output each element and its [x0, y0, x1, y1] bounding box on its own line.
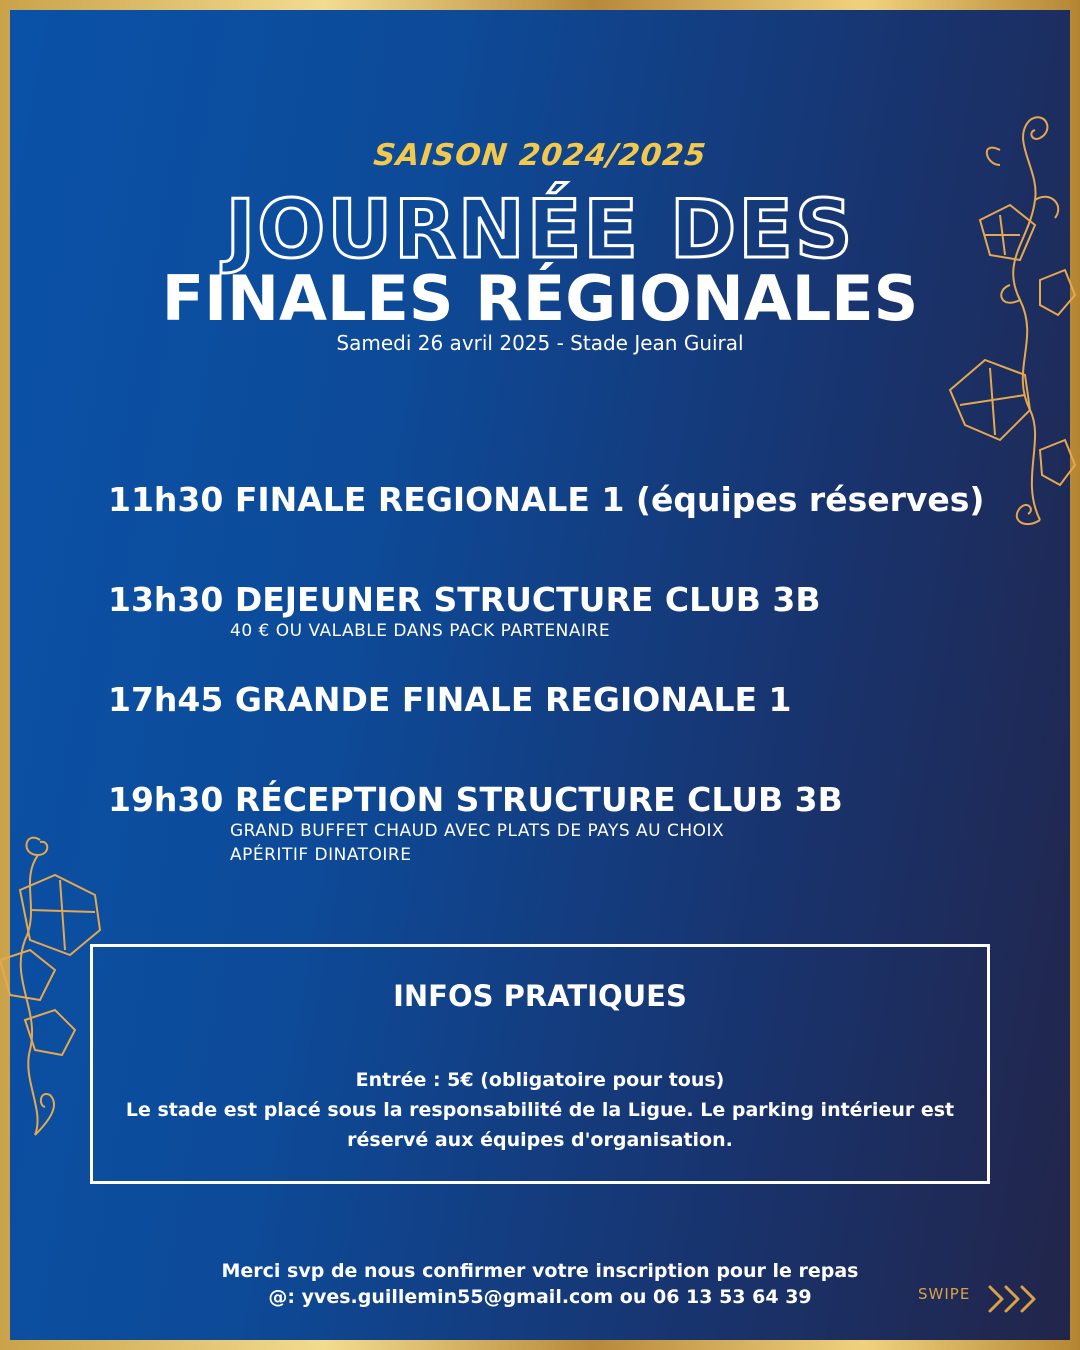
- schedule-item-text: 17h45 GRANDE FINALE REGIONALE 1: [108, 680, 792, 719]
- schedule-item-detail: APÉRITIF DINATOIRE: [230, 845, 412, 865]
- footer-contact-line: @: yves.guillemin55@gmail.com ou 06 13 53 64 39: [268, 1286, 812, 1308]
- title-line-1: JOURNÉE DES: [225, 183, 855, 276]
- infos-pratiques-box: [90, 944, 990, 1184]
- schedule-item-detail: 40 € OU VALABLE DANS PACK PARTENAIRE: [230, 621, 611, 641]
- season-label: SAISON 2024/2025: [371, 138, 709, 173]
- swipe-label[interactable]: SWIPE: [918, 1285, 971, 1303]
- infos-title: INFOS PRATIQUES: [393, 979, 687, 1013]
- infos-line: Le stade est placé sous la responsabilité de la Ligue. Le parking intérieur est: [125, 1099, 955, 1121]
- infos-text: [93, 1065, 987, 1155]
- title-line-2: FINALES RÉGIONALES: [161, 262, 919, 335]
- event-date-location: Samedi 26 avril 2025 - Stade Jean Guiral: [336, 331, 744, 355]
- schedule-item-4: [108, 780, 843, 867]
- footer-line: Merci svp de nous confirmer votre inscription pour le repas: [221, 1260, 859, 1282]
- schedule-item-text: 13h30 DEJEUNER STRUCTURE CLUB 3B: [108, 580, 821, 619]
- schedule-item-3: [108, 680, 792, 719]
- chevrons-right-icon[interactable]: [986, 1284, 1042, 1314]
- schedule-item-detail: GRAND BUFFET CHAUD AVEC PLATS DE PAYS AU CHOIX: [230, 821, 725, 841]
- schedule-item-2: [108, 580, 821, 643]
- schedule-item-1: [108, 480, 985, 519]
- infos-line: Entrée : 5€ (obligatoire pour tous): [355, 1069, 725, 1091]
- infos-line: réservé aux équipes d'organisation.: [347, 1129, 733, 1151]
- schedule-item-text: 19h30 RÉCEPTION STRUCTURE CLUB 3B: [108, 780, 843, 819]
- schedule-item-text: 11h30 FINALE REGIONALE 1 (équipes réserves): [108, 480, 985, 519]
